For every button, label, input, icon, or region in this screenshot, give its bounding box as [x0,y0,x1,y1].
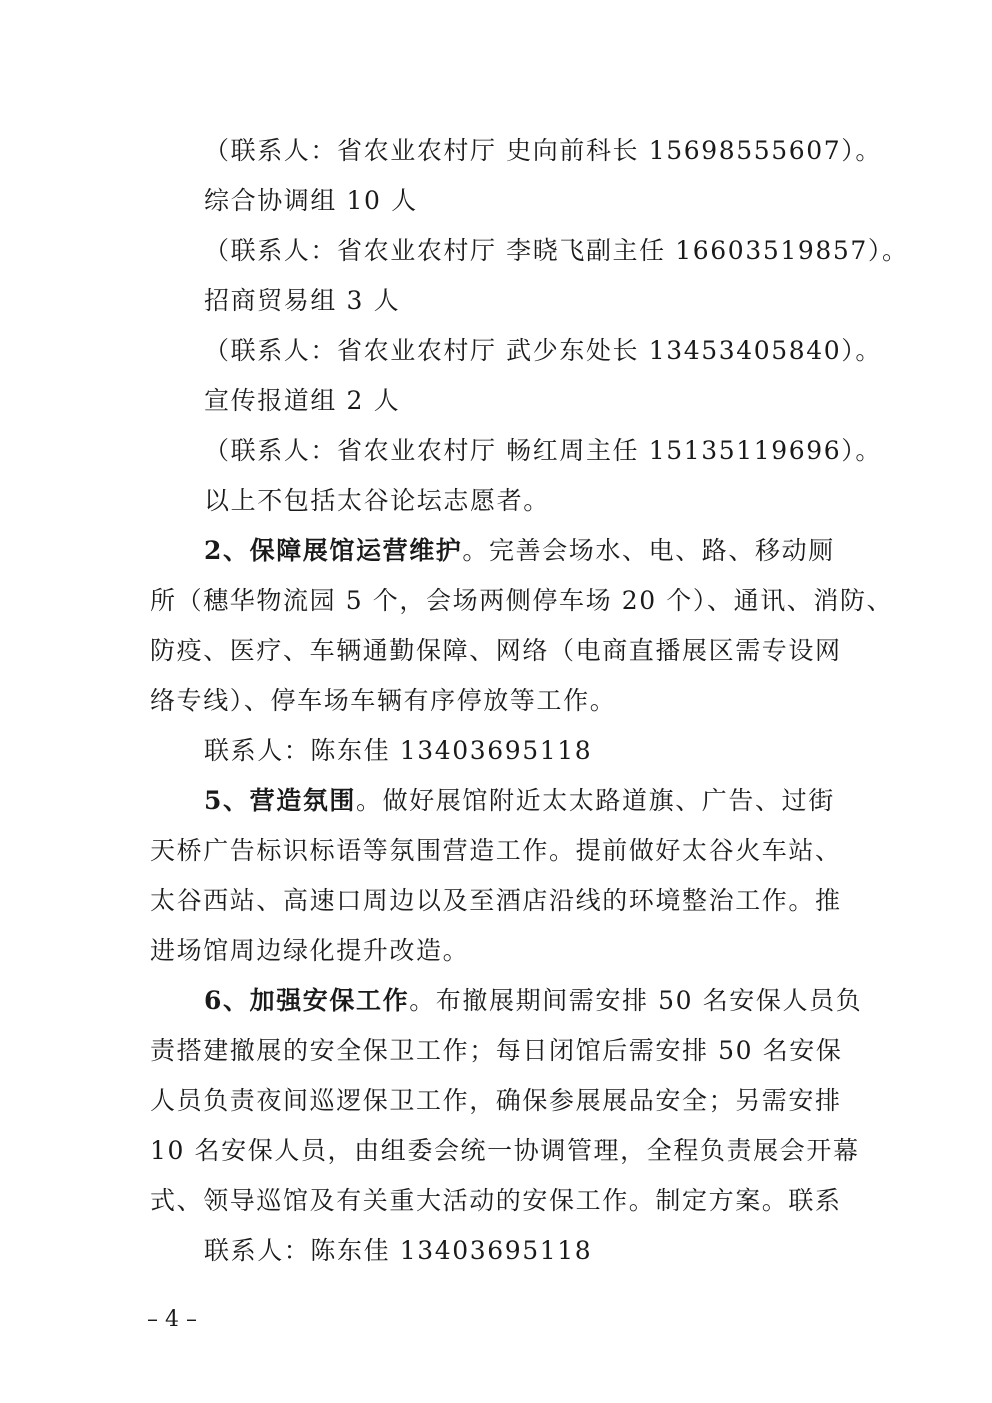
section-6-line: 10 名安保人员，由组委会统一协调管理，全程负责展会开幕 [150,1136,860,1165]
section-2-line: 防疫、医疗、车辆通勤保障、网络（电商直播展区需专设网 [150,636,842,665]
note-line: 以上不包括太谷论坛志愿者。 [204,486,550,515]
section-5-line: 太谷西站、高速口周边以及至酒店沿线的环境整治工作。推 [150,886,842,915]
section-6-text: 。布撤展期间需安排 50 名安保人员负 [409,986,863,1015]
contact-line-1: （联系人：省农业农村厅 史向前科长 15698555607）。 [204,136,882,165]
section-2-line: 络专线）、停车场车辆有序停放等工作。 [150,686,617,715]
page-number: – 4 – [147,1307,197,1332]
section-6-heading: 6、加强安保工作 [204,986,410,1015]
section-6-line: 人员负责夜间巡逻保卫工作，确保参展展品安全；另需安排 [150,1086,842,1115]
contact-line-3: （联系人：省农业农村厅 武少东处长 13453405840）。 [204,336,882,365]
section-6-line: 责搭建撤展的安全保卫工作；每日闭馆后需安排 50 名安保 [150,1036,843,1065]
section-2-contact: 联系人：陈东佳 13403695118 [204,736,593,765]
section-5-text: 。做好展馆附近太太路道旗、广告、过街 [356,786,835,815]
contact-line-4: （联系人：省农业农村厅 畅红周主任 15135119696）。 [204,436,882,465]
section-5-first-line [0,784,992,818]
section-2-first-line [0,534,992,568]
section-2-text: 。完善会场水、电、路、移动厕 [462,536,835,565]
section-6-line: 式、领导巡馆及有关重大活动的安保工作。制定方案。联系 [150,1186,842,1215]
section-2-heading: 2、保障展馆运营维护 [204,536,463,565]
section-6-contact: 联系人：陈东佳 13403695118 [204,1236,593,1265]
group-line-publicity: 宣传报道组 2 人 [204,386,401,415]
section-5-line: 进场馆周边绿化提升改造。 [150,936,470,965]
section-5-line: 天桥广告标识标语等氛围营造工作。提前做好太谷火车站、 [150,836,842,865]
group-line-coordination: 综合协调组 10 人 [204,186,418,215]
group-line-investment: 招商贸易组 3 人 [204,286,401,315]
section-2-line: 所（穗华物流园 5 个，会场两侧停车场 20 个）、通讯、消防、 [150,586,894,615]
contact-line-2: （联系人：省农业农村厅 李晓飞副主任 16603519857）。 [204,236,909,265]
section-5-heading: 5、营造氛围 [204,786,356,815]
section-6-first-line [0,984,992,1018]
